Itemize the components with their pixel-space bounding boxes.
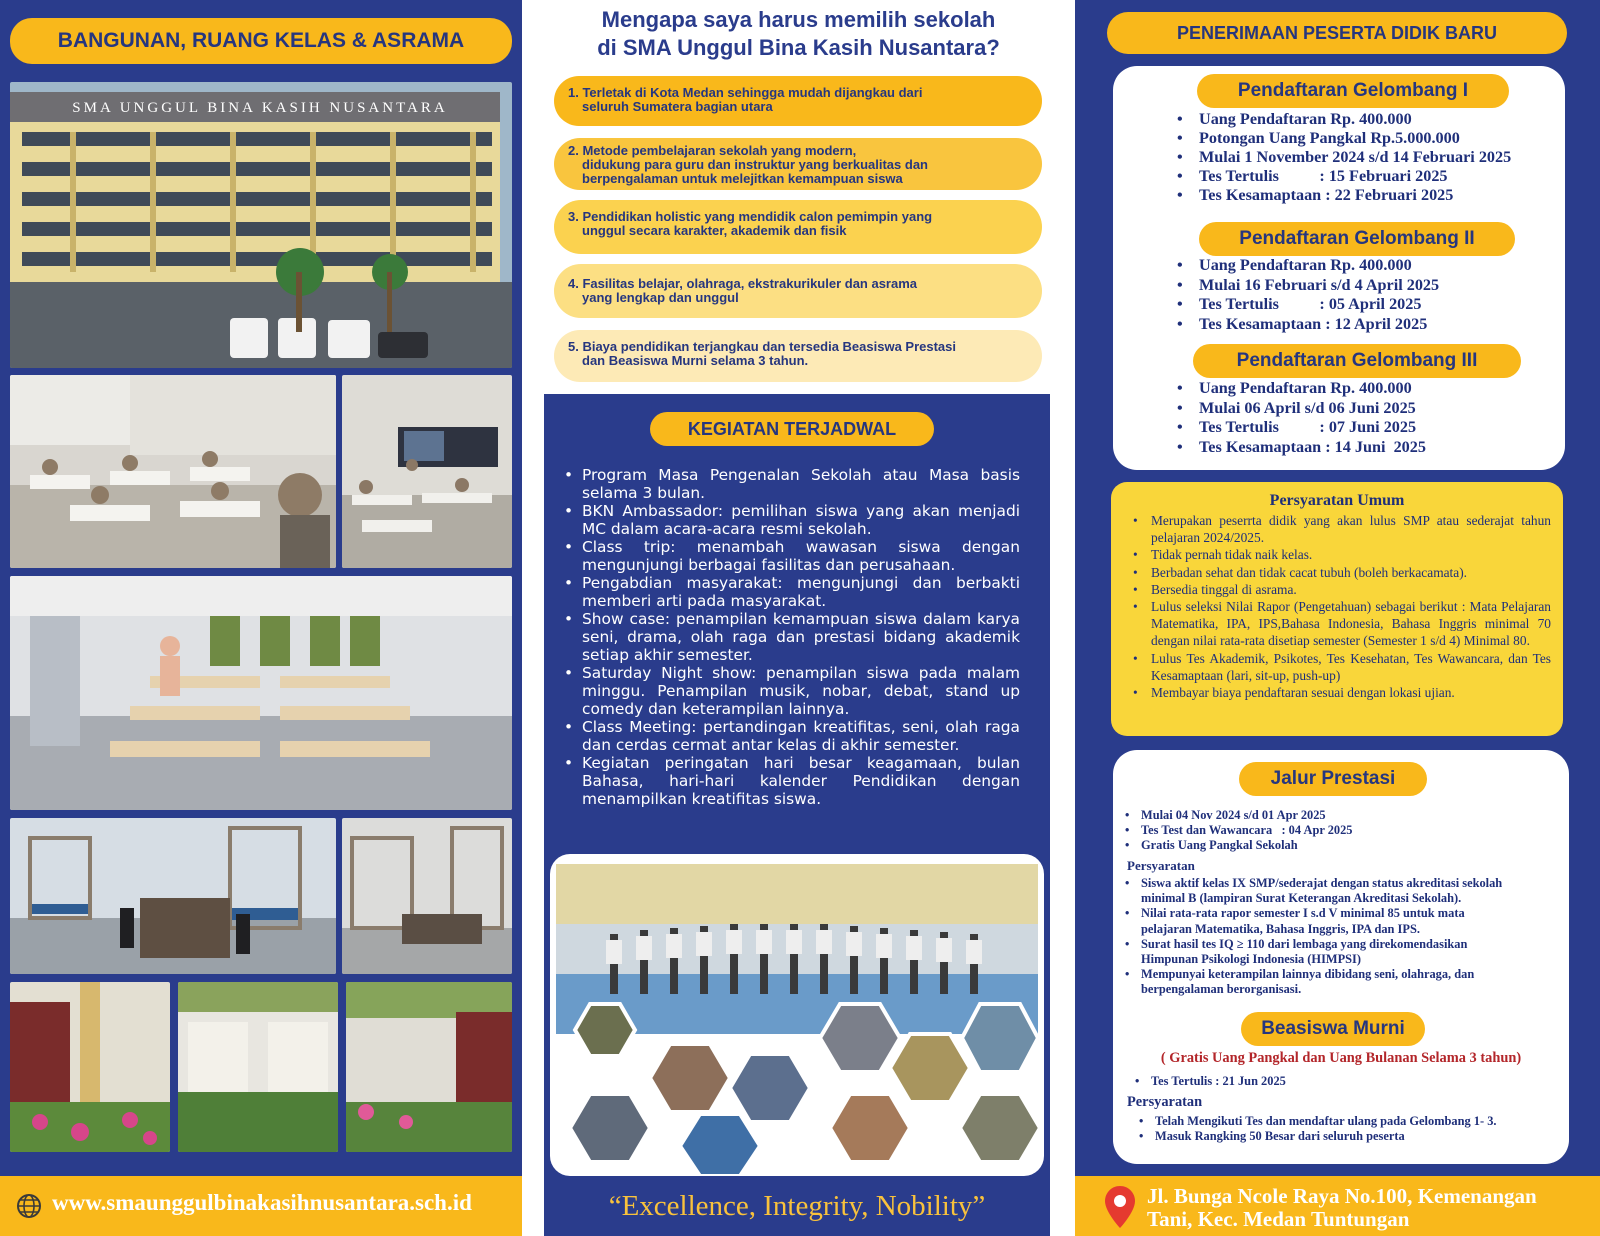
persyaratan-item: • Lulus Tes Akademik, Psikotes, Tes Kesehatan, Tes Wawancara, dan Tes Kesamaptaan (lari, sit-up, push-up) (1129, 650, 1551, 684)
prestasi-persyaratan-item: • Surat hasil tes IQ ≥ 110 dari lembaga yang direkomendasikan Himpunan Psikologi Indonesia (HIMPSI) (1123, 937, 1502, 967)
kegiatan-item: • Pengabdian masyarakat: mengunjungi dan berbakti memberi arti pada masyarakat. (562, 574, 1020, 610)
activities-collage (550, 854, 1044, 1176)
gelombang-1-title: Pendaftaran Gelombang I (1197, 74, 1509, 108)
reason-3-line-2: unggul secara karakter, akademik dan fisik (582, 223, 847, 238)
reason-1 (554, 76, 1042, 126)
persyaratan-item: • Bersedia tinggal di asrama. (1129, 581, 1551, 598)
reason-2 (554, 138, 1042, 190)
prestasi-persyaratan-list (1123, 876, 1502, 998)
gelombang-1-item: • Uang Pendaftaran Rp. 400.000 (1177, 110, 1511, 129)
kegiatan-item: • Show case: penampilan kemampuan siswa dalam karya seni, drama, olah raga dan prestasi bidang akademik setiap akhir semester. (562, 610, 1020, 664)
kegiatan-item: • Kegiatan peringatan hari besar keagamaan, bulan Bahasa, hari-hari kalender Pendidikan dengan menampilkan kreatifitas siswa. (562, 754, 1020, 808)
reason-5-line-2: dan Beasiswa Murni selama 3 tahun. (582, 353, 809, 368)
ppdb-title: PENERIMAAN PESERTA DIDIK BARU (1107, 12, 1567, 54)
reason-1-line-2: seluruh Sumatera bagian utara (582, 99, 773, 114)
persyaratan-item: • Membayar biaya pendaftaran sesuai dengan lokasi ujian. (1129, 684, 1551, 701)
reason-3 (554, 200, 1042, 254)
address-line-2: Tani, Kec. Medan Tuntungan (1147, 1207, 1410, 1231)
persyaratan-umum-list (1129, 512, 1551, 701)
jalur-prestasi-title: Jalur Prestasi (1239, 762, 1427, 796)
gelombang-1-item: • Tes Tertulis : 15 Februari 2025 (1177, 167, 1511, 186)
gelombang-card (1113, 66, 1565, 470)
garden-photo-3 (346, 982, 512, 1152)
prestasi-persyaratan-item: • Mempunyai keterampilan lainnya dibidang seni, olahraga, dan berpengalaman berorganisasi. (1123, 967, 1502, 997)
persyaratan-item: • Tidak pernah tidak naik kelas. (1129, 546, 1551, 563)
prestasi-persyaratan-item: • Nilai rata-rata rapor semester I s.d V minimal 85 untuk mata pelajaran Matematika, Bahasa Inggris, IPA dan IPS. (1123, 906, 1502, 936)
gelombang-2-list (1177, 256, 1439, 334)
website-bar (0, 1176, 522, 1236)
gelombang-1-item: • Tes Kesamaptaan : 22 Februari 2025 (1177, 186, 1511, 205)
reason-2-line-1: 2. Metode pembelajaran sekolah yang modern, (568, 143, 857, 158)
gelombang-3-item: • Tes Tertulis : 07 Juni 2025 (1177, 418, 1426, 438)
kegiatan-item: • Class trip: menambah wawasan siswa dengan mengunjungi berbagai fasilitas dan perusahaan. (562, 538, 1020, 574)
right-panel (1075, 0, 1600, 1236)
motto: “Excellence, Integrity, Nobility” (608, 1190, 986, 1222)
murni-persyaratan-label: Persyaratan (1127, 1094, 1203, 1110)
building-sign: SMA UNGGUL BINA KASIH NUSANTARA (72, 100, 448, 116)
prestasi-persyaratan-item: • Siswa aktif kelas IX SMP/sederajat dengan status akreditasi sekolah minimal B (lampiran Surat Keterangan Akreditasi Sekolah). (1123, 876, 1502, 906)
kegiatan-section (544, 394, 1050, 1236)
gelombang-2-title: Pendaftaran Gelombang II (1199, 222, 1515, 256)
gelombang-3-list (1177, 379, 1426, 457)
reason-5 (554, 330, 1042, 382)
jalur-prestasi-list (1123, 808, 1353, 854)
murni-persyaratan-item: • Masuk Rangking 50 Besar dari seluruh peserta (1137, 1129, 1497, 1144)
kegiatan-item: • Saturday Night show: penampilan siswa pada malam minggu. Penampilan musik, nobar, debat, stand up comedy dan keterampilan lainnya. (562, 664, 1020, 718)
beasiswa-murni-title: Beasiswa Murni (1241, 1012, 1425, 1046)
facilities-title: BANGUNAN, RUANG KELAS & ASRAMA (10, 18, 512, 64)
kegiatan-item: • Class Meeting: pertandingan kreatifitas, seni, olah raga dan cerdas cermat antar kelas di akhir semester. (562, 718, 1020, 754)
left-panel (0, 0, 522, 1236)
persyaratan-umum-card (1111, 482, 1563, 736)
gelombang-1-item: • Mulai 1 November 2024 s/d 14 Februari 2025 (1177, 148, 1511, 167)
address-bar (1075, 1176, 1600, 1236)
building-photo (10, 82, 512, 368)
gelombang-2-item: • Tes Tertulis : 05 April 2025 (1177, 295, 1439, 315)
garden-photo-2 (178, 982, 338, 1152)
lab-photo (10, 576, 512, 810)
classroom-photo-1 (10, 375, 336, 568)
gelombang-3-title: Pendaftaran Gelombang III (1193, 344, 1521, 378)
prestasi-persyaratan-label: Persyaratan (1127, 858, 1195, 873)
gelombang-2-item: • Tes Kesamaptaan : 12 April 2025 (1177, 315, 1439, 335)
persyaratan-item: • Berbadan sehat dan tidak cacat tubuh (boleh berkacamata). (1129, 564, 1551, 581)
gelombang-1-item: • Potongan Uang Pangkal Rp.5.000.000 (1177, 129, 1511, 148)
jalur-prestasi-item: • Mulai 04 Nov 2024 s/d 01 Apr 2025 (1123, 808, 1353, 823)
middle-panel (522, 0, 1075, 1236)
location-pin-icon (1105, 1186, 1135, 1228)
murni-persyaratan-list (1137, 1114, 1497, 1144)
address (1147, 1185, 1587, 1231)
reason-3-line-1: 3. Pendidikan holistic yang mendidik calon pemimpin yang (568, 209, 933, 224)
globe-icon (16, 1193, 42, 1219)
beasiswa-murni-test-list (1133, 1074, 1286, 1089)
beasiswa-murni-test: • Tes Tertulis : 21 Jun 2025 (1133, 1074, 1286, 1089)
murni-persyaratan-item: • Telah Mengikuti Tes dan mendaftar ulang pada Gelombang 1- 3. (1137, 1114, 1497, 1129)
gelombang-2-item: • Uang Pendaftaran Rp. 400.000 (1177, 256, 1439, 276)
persyaratan-umum-title: Persyaratan Umum (1269, 492, 1405, 509)
reason-4 (554, 264, 1042, 318)
why-heading-line-1: Mengapa saya harus memilih sekolah (601, 7, 996, 32)
persyaratan-item: • Merupakan peserrta didik yang akan lulus SMP atau sederajat tahun pelajaran 2024/2025. (1129, 512, 1551, 546)
reason-5-line-1: 5. Biaya pendidikan terjangkau dan tersedia Beasiswa Prestasi (568, 339, 957, 354)
jalur-card (1113, 750, 1569, 1164)
dorm-photo-1 (10, 818, 336, 974)
address-line-1: Jl. Bunga Ncole Raya No.100, Kemenangan (1147, 1184, 1537, 1208)
classroom-photo-2 (342, 375, 512, 568)
kegiatan-title: KEGIATAN TERJADWAL (650, 412, 934, 446)
jalur-prestasi-item: • Tes Test dan Wawancara : 04 Apr 2025 (1123, 823, 1353, 838)
gelombang-3-item: • Tes Kesamaptaan : 14 Juni 2025 (1177, 438, 1426, 458)
gelombang-3-item: • Mulai 06 April s/d 06 Juni 2025 (1177, 399, 1426, 419)
gelombang-1-list (1177, 110, 1511, 205)
jalur-prestasi-item: • Gratis Uang Pangkal Sekolah (1123, 838, 1353, 853)
why-heading-line-2: di SMA Unggul Bina Kasih Nusantara? (597, 35, 1000, 60)
reason-4-line-2: yang lengkap dan unggul (582, 290, 739, 305)
why-heading (542, 6, 1055, 62)
persyaratan-item: • Lulus seleksi Nilai Rapor (Pengetahuan) sebagai berikut : Mata Pelajaran Matematika, IPA, IPS,Bahasa Indonesia, Bahasa Inggris minimal 70 dengan nilai rata-rata disetiap semester (Semester 1 s/d 4) Minimal 80. (1129, 598, 1551, 650)
garden-photo-1 (10, 982, 170, 1152)
kegiatan-item: • Program Masa Pengenalan Sekolah atau Masa basis selama 3 bulan. (562, 466, 1020, 502)
reason-1-line-1: 1. Terletak di Kota Medan sehingga mudah dijangkau dari (568, 85, 923, 100)
kegiatan-list (562, 466, 1020, 808)
gelombang-3-item: • Uang Pendaftaran Rp. 400.000 (1177, 379, 1426, 399)
gelombang-2-item: • Mulai 16 Februari s/d 4 April 2025 (1177, 276, 1439, 296)
beasiswa-murni-note: ( Gratis Uang Pangkal dan Uang Bulanan Selama 3 tahun) (1160, 1050, 1522, 1066)
reason-2-line-2: didukung para guru dan instruktur yang berkualitas dan (582, 157, 928, 172)
website-link[interactable]: www.smaunggulbinakasihnusantara.sch.id (52, 1190, 472, 1215)
reason-4-line-1: 4. Fasilitas belajar, olahraga, ekstrakurikuler dan asrama (568, 276, 918, 291)
kegiatan-item: • BKN Ambassador: pemilihan siswa yang akan menjadi MC dalam acara-acara resmi sekolah. (562, 502, 1020, 538)
reason-2-line-3: berpengalaman untuk melejitkan kemampuan siswa (582, 171, 903, 186)
dorm-photo-2 (342, 818, 512, 974)
